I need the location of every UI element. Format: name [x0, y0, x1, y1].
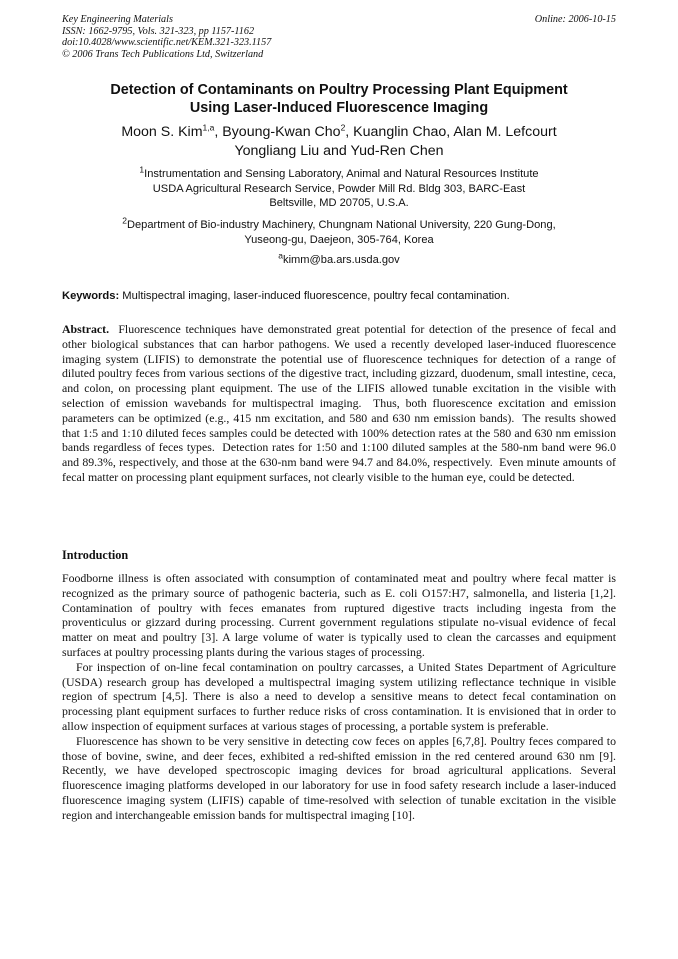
- email-address: kimm@ba.ars.usda.gov: [283, 254, 400, 266]
- author-name: Byoung-Kwan Cho: [222, 124, 341, 140]
- introduction-body: [62, 571, 616, 823]
- author-affiliation-mark: 2: [340, 122, 346, 133]
- keywords-label: Keywords:: [62, 290, 120, 302]
- affiliation-mark: 2: [122, 215, 127, 226]
- affiliation-text: Instrumentation and Sensing Laboratory, Animal and Natural Resources Institute: [144, 168, 539, 180]
- abstract-text: Fluorescence techniques have demonstrated great potential for detection of the presence of fecal and other biological substances that can harbor pathogens. We used a recently developed laser-induced fluorescence imaging system (LIFIS) to demonstrate the potential use of fluorescence techniques for detection of a range of diluted poultry feces from various sections of the digestive tract, including gizzard, duodenum, small intestine, ceca, and colon, on processing plant equipment. The use of the LIFIS allowed tunable excitation in the visible with selection of emission wavebands for multispectral imaging. Thus, both fluorescence excitation and emission parameters can be optimized (e.g., 415 nm excitation, and 580 and 630 nm emission bands). The results showed that 1:5 and 1:10 diluted feces samples could be detected with 100% detection rates at the 580 and 630 nm emission bands regardless of feces types. Detection rates for 1:50 and 1:100 diluted samples at the 580-nm band were 96.0 and 89.3%, respectively, and those at the 630-nm band were 94.7 and 84.0%, respectively. Even minute amounts of fecal matter on processing plant equipment surfaces, not clearly visible to the human eye, could be detected.: [62, 322, 619, 484]
- affiliation-1-line-2: USDA Agricultural Research Service, Powder Mill Rd. Bldg 303, BARC-East: [152, 182, 526, 195]
- email-mark: a: [278, 250, 284, 261]
- author-separator: ,: [214, 124, 223, 140]
- title-line-1: Detection of Contaminants on Poultry Processing Plant Equipment: [110, 82, 568, 98]
- title-line-2: Using Laser-Induced Fluorescence Imaging: [189, 99, 489, 116]
- keywords-text: Multispectral imaging, laser-induced fluorescence, poultry fecal contamination.: [119, 290, 510, 302]
- section-heading-introduction: Introduction: [62, 548, 129, 562]
- journal-name: Key Engineering Materials: [62, 14, 173, 25]
- intro-paragraph-1: Foodborne illness is often associated with consumption of contaminated meat and poultry where fecal matter is recognized as the primary source of pathogenic bacteria, such as E. coli O157:H7, salmonella, and listeria [1,2]. Contamination of poultry with feces emanates from ruptured digestive tracts including ingesta from the proventiculus or gizzard during processing. Current government regulations stipulate no-visual evidence of fecal matter on meat and poultry [3]. A large volume of water is typically used to clean the carcasses and equipment surfaces at poultry processing plants during the various stages of processing.: [62, 571, 616, 659]
- keywords: [62, 289, 616, 303]
- author-name: Moon S. Kim: [121, 124, 203, 140]
- online-date: Online: 2006-10-15: [534, 14, 616, 25]
- copyright-line: © 2006 Trans Tech Publications Ltd, Switzerland: [62, 48, 264, 60]
- affiliation-1-line-3: Beltsville, MD 20705, U.S.A.: [269, 197, 409, 209]
- author-affiliation-mark: 1,a: [202, 122, 215, 133]
- affiliation-2-line-2: Yuseong-gu, Daejeon, 305-764, Korea: [244, 233, 434, 246]
- author-list: [62, 123, 616, 161]
- issn-line: ISSN: 1662-9795, Vols. 321-323, pp 1157-1162: [62, 25, 255, 37]
- affiliation-mark: 1: [139, 164, 145, 175]
- affiliation-1: [62, 164, 616, 211]
- abstract-label: Abstract.: [62, 322, 110, 336]
- corresponding-email: [62, 250, 616, 268]
- intro-paragraph-3: Fluorescence has shown to be very sensitive in detecting cow feces on apples [6,7,8]. Poultry feces compared to those of bovine, swine, and deer feces, exhibited a red-shifted emission in the red centered around 630 nm [9]. Recently, we have developed spectroscopic imaging devices for broad agricultural applications. Several fluorescence imaging platforms developed in our laboratory for use in food safety research include a laser-induced fluorescence imaging system (LIFIS) capable of time-resolved with selection of tunable excitation in the visible region and interchangeable emission bands for multispectral imaging [10].: [62, 733, 616, 822]
- journal-header: [62, 14, 271, 60]
- author-line-1: [62, 123, 616, 142]
- intro-paragraph-2: For inspection of on-line fecal contamination on poultry carcasses, a United States Department of Agriculture (USDA) research group has developed a multispectral imaging system utilizing reflectance technique in visible region of spectrum [4,5]. There is also a need to develop a sensitive means to detect fecal contamination on processing plant equipment surfaces to further reduce risks of cross contamination. It is envisioned that in order to allow inspection of equipment surfaces at various stages of processing, a portable system is preferable.: [62, 659, 616, 733]
- paper-title: [62, 82, 616, 117]
- affiliation-1-line-1: [62, 164, 616, 182]
- affiliation-2-line-1: [62, 215, 616, 233]
- abstract: [62, 322, 619, 485]
- doi-line: doi:10.4028/www.scientific.net/KEM.321-323.1157: [62, 37, 272, 49]
- author-names-rest: , Kuanglin Chao, Alan M. Lefcourt: [345, 124, 557, 140]
- affiliation-text: Department of Bio-industry Machinery, Chungnam National University, 220 Gung-Dong,: [126, 219, 556, 231]
- affiliation-2: [62, 215, 616, 247]
- author-line-2: Yongliang Liu and Yud-Ren Chen: [234, 143, 444, 159]
